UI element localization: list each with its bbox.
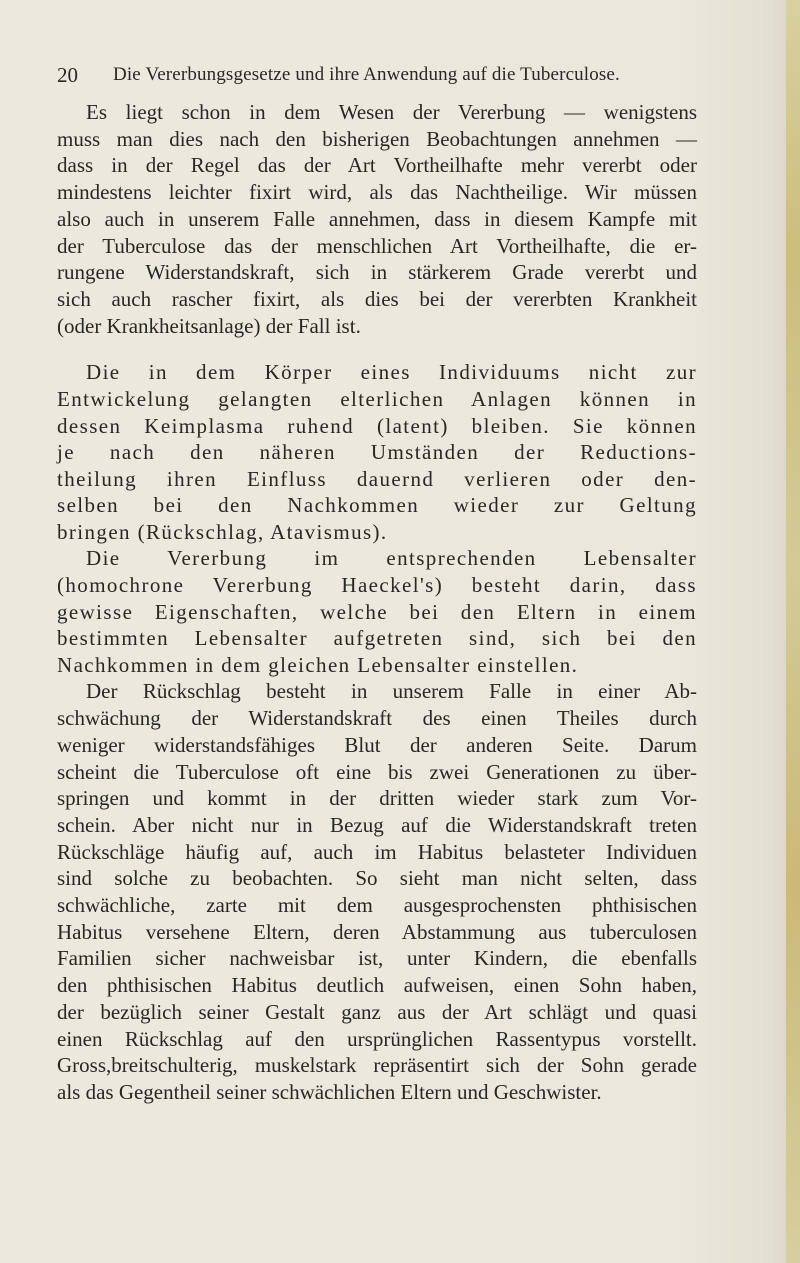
text-line: je nach den näheren Umständen der Reductions- bbox=[57, 440, 697, 465]
text-line: schein. Aber nicht nur in Bezug auf die Widerstandskraft treten bbox=[57, 812, 697, 837]
text-line: theilung ihren Einfluss dauernd verlieren oder den- bbox=[57, 466, 697, 491]
text-line: weniger widerstandsfähiges Blut der anderen Seite. Darum bbox=[57, 732, 697, 757]
text-line: Entwickelung gelangten elterlichen Anlagen können in bbox=[57, 386, 697, 411]
text-line: gewisse Eigenschaften, welche bei den Eltern in einem bbox=[57, 599, 697, 624]
text-line: Der Rückschlag besteht in unserem Falle in einer Ab- bbox=[86, 679, 697, 704]
paragraph-3 bbox=[57, 545, 697, 678]
text-line: Gross,breitschulterig, muskelstark repräsentirt sich der Sohn gerade bbox=[57, 1053, 697, 1078]
text-line: der Tuberculose das der menschlichen Art Vortheilhafte, die er- bbox=[57, 233, 697, 258]
paragraph-2 bbox=[57, 359, 697, 545]
page-header bbox=[57, 60, 697, 90]
text-line: scheint die Tuberculose oft eine bis zwei Generationen zu über- bbox=[57, 759, 697, 784]
text-line: sind solche zu beobachten. So sieht man nicht selten, dass bbox=[57, 866, 697, 891]
text-line: der bezüglich seiner Gestalt ganz aus der Art schlägt und quasi bbox=[57, 999, 697, 1024]
text-line: mindestens leichter fixirt wird, als das Nachtheilige. Wir müssen bbox=[57, 180, 697, 205]
text-line: einen Rückschlag auf den ursprünglichen Rassentypus vorstellt. bbox=[57, 1026, 697, 1051]
text-line: als das Gegentheil seiner schwächlichen Eltern und Geschwister. bbox=[57, 1080, 602, 1104]
page-number: 20 bbox=[57, 63, 78, 87]
page-edge bbox=[786, 0, 800, 1263]
text-line: schwächung der Widerstandskraft des einen Theiles durch bbox=[57, 706, 697, 731]
text-line: springen und kommt in der dritten wieder stark zum Vor- bbox=[57, 786, 697, 811]
text-line: bestimmten Lebensalter aufgetreten sind, sich bei den bbox=[57, 626, 697, 651]
text-line: schwächliche, zarte mit dem ausgesprochensten phthisischen bbox=[57, 893, 697, 918]
text-line: Die Vererbung im entsprechenden Lebensalter bbox=[86, 546, 697, 571]
text-line: Nachkommen in dem gleichen Lebensalter einstellen. bbox=[57, 652, 579, 677]
paragraph-1 bbox=[57, 99, 697, 339]
text-line: den phthisischen Habitus deutlich aufweisen, einen Sohn haben, bbox=[57, 973, 697, 998]
text-line: muss man dies nach den bisherigen Beobachtungen annehmen — bbox=[57, 126, 697, 151]
text-line: (oder Krankheitsanlage) der Fall ist. bbox=[57, 313, 361, 338]
text-line: Die in dem Körper eines Individuums nicht zur bbox=[86, 360, 697, 385]
text-line: Rückschläge häufig auf, auch im Habitus belasteter Individuen bbox=[57, 839, 697, 864]
paragraph-4 bbox=[57, 678, 697, 1105]
text-line: dass in der Regel das der Art Vortheilhafte mehr vererbt oder bbox=[57, 153, 697, 178]
text-line: Es liegt schon in dem Wesen der Vererbung — wenigstens bbox=[86, 100, 697, 124]
text-line: Familien sicher nachweisbar ist, unter Kindern, die ebenfalls bbox=[57, 946, 697, 971]
text-line: sich auch rascher fixirt, als dies bei der vererbten Krankheit bbox=[57, 286, 697, 311]
text-line: also auch in unserem Falle annehmen, dass in diesem Kampfe mit bbox=[57, 206, 697, 231]
text-line: rungene Widerstandskraft, sich in stärkerem Grade vererbt und bbox=[57, 260, 697, 285]
text-line: selben bei den Nachkommen wieder zur Geltung bbox=[57, 493, 697, 518]
text-line: (homochrone Vererbung Haeckel's) besteht darin, dass bbox=[57, 573, 697, 598]
paragraph-gap bbox=[57, 339, 697, 359]
body-text bbox=[57, 99, 697, 1106]
text-line: dessen Keimplasma ruhend (latent) bleiben. Sie können bbox=[57, 413, 697, 438]
running-title: Die Vererbungsgesetze und ihre Anwendung auf die Tuberculose. bbox=[113, 64, 620, 85]
text-line: bringen (Rückschlag, Atavismus). bbox=[57, 519, 388, 544]
text-line: Habitus versehene Eltern, deren Abstammung aus tuberculosen bbox=[57, 919, 697, 944]
